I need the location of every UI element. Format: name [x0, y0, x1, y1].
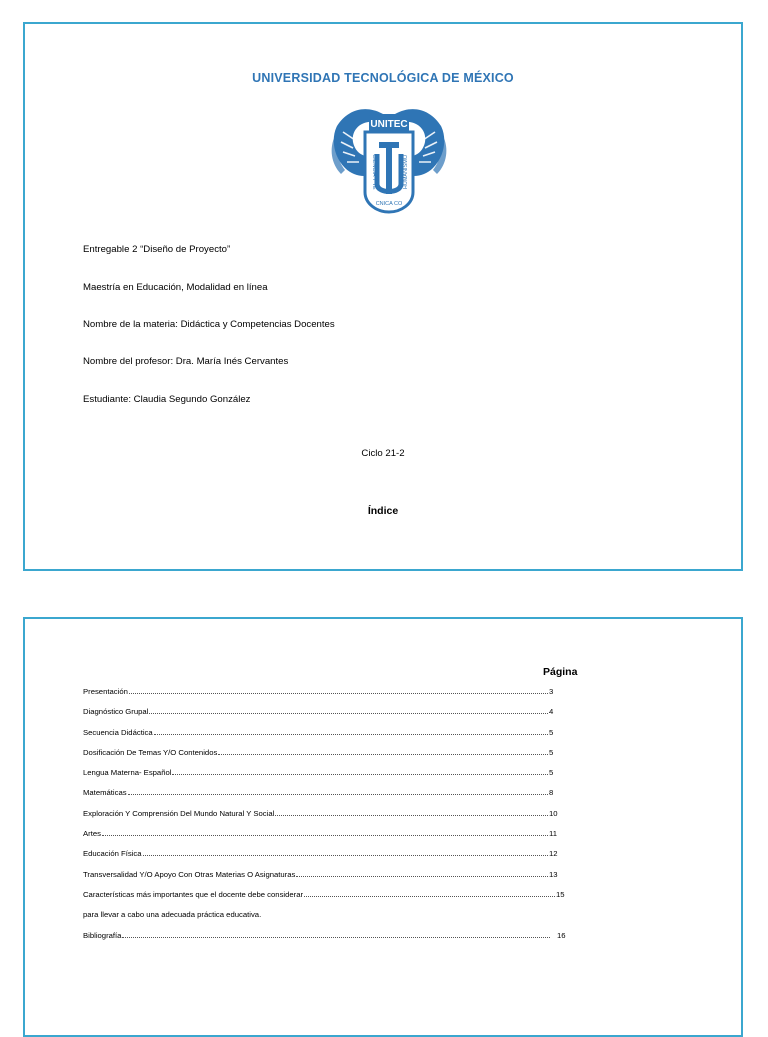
toc-leader: [218, 754, 548, 755]
toc-entry-page: 13: [549, 869, 558, 879]
toc-leader: [149, 713, 548, 714]
toc-entry[interactable]: [83, 931, 571, 951]
toc-entry-title: para llevar a cabo una adecuada práctica educativa.: [83, 910, 262, 920]
toc-entry-continuation: [83, 910, 563, 930]
toc-entry-page: 12: [549, 849, 558, 859]
index-heading: Índice: [367, 505, 399, 517]
toc-entry[interactable]: [83, 788, 563, 808]
toc-entry-title: Dosificación De Temas Y/O Contenidos: [83, 747, 218, 757]
toc-entry-title: Matemáticas: [83, 788, 127, 798]
toc-entry[interactable]: [83, 748, 563, 768]
index-page: [23, 617, 743, 1037]
table-of-contents: [83, 687, 566, 951]
page-column-label: Página: [543, 666, 578, 678]
toc-entry[interactable]: [83, 809, 563, 829]
toc-entry-page: 5: [549, 768, 554, 778]
university-title: UNIVERSIDAD TECNOLÓGICA DE MÉXICO: [252, 71, 514, 85]
toc-leader: [304, 896, 555, 897]
student-line: Estudiante: Claudia Segundo González: [83, 394, 251, 405]
logo-text-bottom: CNICA CO: [375, 201, 403, 207]
toc-leader: [128, 794, 548, 795]
toc-leader: [122, 937, 550, 938]
toc-entry-title: Presentación: [83, 687, 128, 696]
toc-entry[interactable]: [83, 728, 563, 748]
cover-page: [23, 22, 743, 571]
toc-entry-page: 11: [549, 829, 557, 839]
toc-leader: [129, 693, 548, 694]
toc-entry-title: Educación Física: [83, 849, 142, 859]
toc-entry-title: Lengua Materna- Español: [83, 768, 172, 778]
cycle-label: Ciclo 21-2: [361, 448, 405, 459]
toc-leader: [296, 876, 548, 877]
toc-leader: [102, 835, 548, 836]
toc-entry-page: 8: [549, 788, 554, 798]
program-line: Maestría en Educación, Modalidad en línea: [83, 282, 268, 293]
logo-text-left: CIENCIA Y TE: [371, 154, 377, 190]
toc-entry-page: 4: [549, 707, 554, 717]
toc-entry-title: Características más importantes que el docente debe considerar: [83, 889, 304, 899]
logo-text-right: HUMANISMO: [403, 154, 409, 190]
toc-entry[interactable]: [83, 870, 563, 890]
logo-text-top: UNITEC: [370, 119, 408, 130]
toc-entry[interactable]: [83, 687, 563, 707]
toc-entry-title: Secuencia Didáctica: [83, 727, 153, 737]
toc-entry-page: 10: [549, 808, 558, 818]
toc-leader: [275, 815, 548, 816]
toc-entry-title: Transversalidad Y/O Apoyo Con Otras Materias O Asignaturas: [83, 869, 296, 879]
deliverable-line: Entregable 2 “Diseño de Proyecto”: [83, 244, 231, 255]
toc-leader: [154, 734, 548, 735]
toc-entry-page: 5: [549, 727, 554, 737]
subject-line: Nombre de la materia: Didáctica y Competencias Docentes: [83, 319, 335, 330]
toc-entry[interactable]: [83, 768, 563, 788]
toc-entry[interactable]: [83, 707, 563, 727]
toc-entry[interactable]: [83, 849, 563, 869]
toc-entry-title: Diagnóstico Grupal: [83, 707, 149, 717]
unitec-logo-icon: [325, 96, 453, 216]
toc-entry[interactable]: [83, 890, 570, 910]
toc-leader: [172, 774, 548, 775]
toc-entry-page: 3: [549, 687, 554, 696]
toc-entry-title: Exploración Y Comprensión Del Mundo Natural Y Social: [83, 808, 275, 818]
toc-entry[interactable]: [83, 829, 563, 849]
toc-entry-page: 16: [557, 930, 566, 940]
toc-entry-page: 15: [556, 889, 565, 899]
professor-line: Nombre del profesor: Dra. María Inés Cervantes: [83, 356, 289, 367]
toc-entry-page: 5: [549, 747, 554, 757]
toc-leader: [143, 855, 548, 856]
toc-entry-title: Artes: [83, 829, 101, 839]
toc-entry-title: Bibliografía: [83, 930, 122, 940]
